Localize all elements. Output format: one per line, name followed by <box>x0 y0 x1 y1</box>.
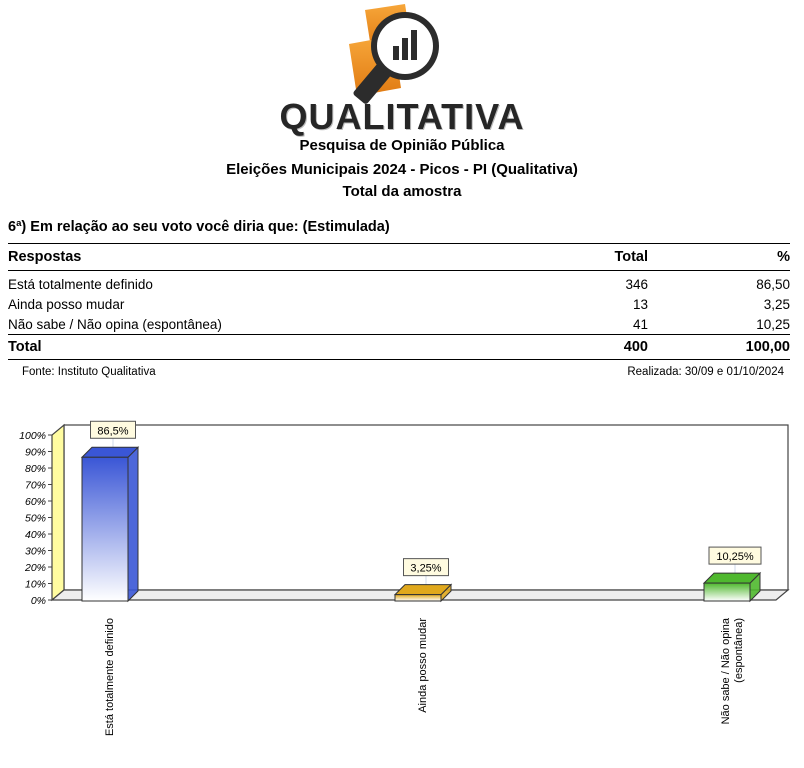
header-respostas: Respostas <box>8 244 548 271</box>
report-subtitle: Total da amostra <box>342 183 462 200</box>
row-pct: 86,50 <box>756 276 790 292</box>
data-label: 86,5% <box>97 425 129 438</box>
data-label: 10,25% <box>716 551 754 564</box>
y-tick-label: 0% <box>30 595 46 607</box>
y-tick-label: 70% <box>24 479 46 492</box>
y-tick-label: 40% <box>24 529 46 541</box>
y-tick-label: 80% <box>24 463 46 475</box>
chart-side-wall <box>52 425 64 600</box>
table-row <box>8 294 790 314</box>
y-tick-label: 60% <box>24 496 46 508</box>
total-count: 400 <box>548 335 648 360</box>
y-tick-label: 90% <box>24 446 46 459</box>
y-tick-label: 30% <box>24 545 46 558</box>
bar-top <box>704 573 760 583</box>
row-total: 13 <box>632 296 648 312</box>
y-tick-label: 20% <box>24 562 46 574</box>
bar-chart <box>0 400 804 768</box>
bar <box>395 595 441 601</box>
date-note: Realizada: 30/09 e 01/10/2024 <box>627 366 784 378</box>
question-text: 6ª) Em relação ao seu voto você diria que: (Estimulada) <box>8 219 390 235</box>
brand-logo <box>0 0 804 140</box>
header-total: Total <box>548 244 648 271</box>
brand-name: QUALITATIVA <box>279 96 525 137</box>
total-label: Total <box>8 335 548 360</box>
row-total: 346 <box>625 276 648 292</box>
results-table <box>8 243 790 360</box>
category-label: Ainda posso mudar <box>417 618 429 713</box>
header-pct: % <box>648 244 790 271</box>
y-tick-label: 100% <box>19 430 46 442</box>
table-row <box>8 314 790 335</box>
y-tick-label: 50% <box>24 512 46 525</box>
row-label: Ainda posso mudar <box>8 296 125 312</box>
table-header-row <box>8 244 790 271</box>
bar-side <box>128 447 138 601</box>
brand-tagline: Pesquisa de Opinião Pública <box>299 137 505 154</box>
bar <box>704 583 750 601</box>
data-label: 3,25% <box>410 562 442 575</box>
table-total-row <box>8 335 790 360</box>
y-tick-label: 10% <box>24 578 46 591</box>
row-pct: 10,25 <box>756 316 790 332</box>
category-label: Está totalmente definido <box>104 618 116 737</box>
bar-top <box>82 447 138 457</box>
report-title: Eleições Municipais 2024 - Picos - PI (Qualitativa) <box>226 161 578 178</box>
row-total: 41 <box>632 316 648 332</box>
row-label: Está totalmente definido <box>8 276 153 292</box>
bar <box>82 457 128 601</box>
table-row <box>8 271 790 295</box>
bar-top <box>395 585 451 595</box>
row-pct: 3,25 <box>763 296 790 312</box>
source-note: Fonte: Instituto Qualitativa <box>22 366 156 378</box>
category-label: Não sabe / Não opina <box>720 618 732 725</box>
total-pct: 100,00 <box>648 335 790 360</box>
row-label: Não sabe / Não opina (espontânea) <box>8 316 222 332</box>
category-label: (espontânea) <box>733 618 745 683</box>
